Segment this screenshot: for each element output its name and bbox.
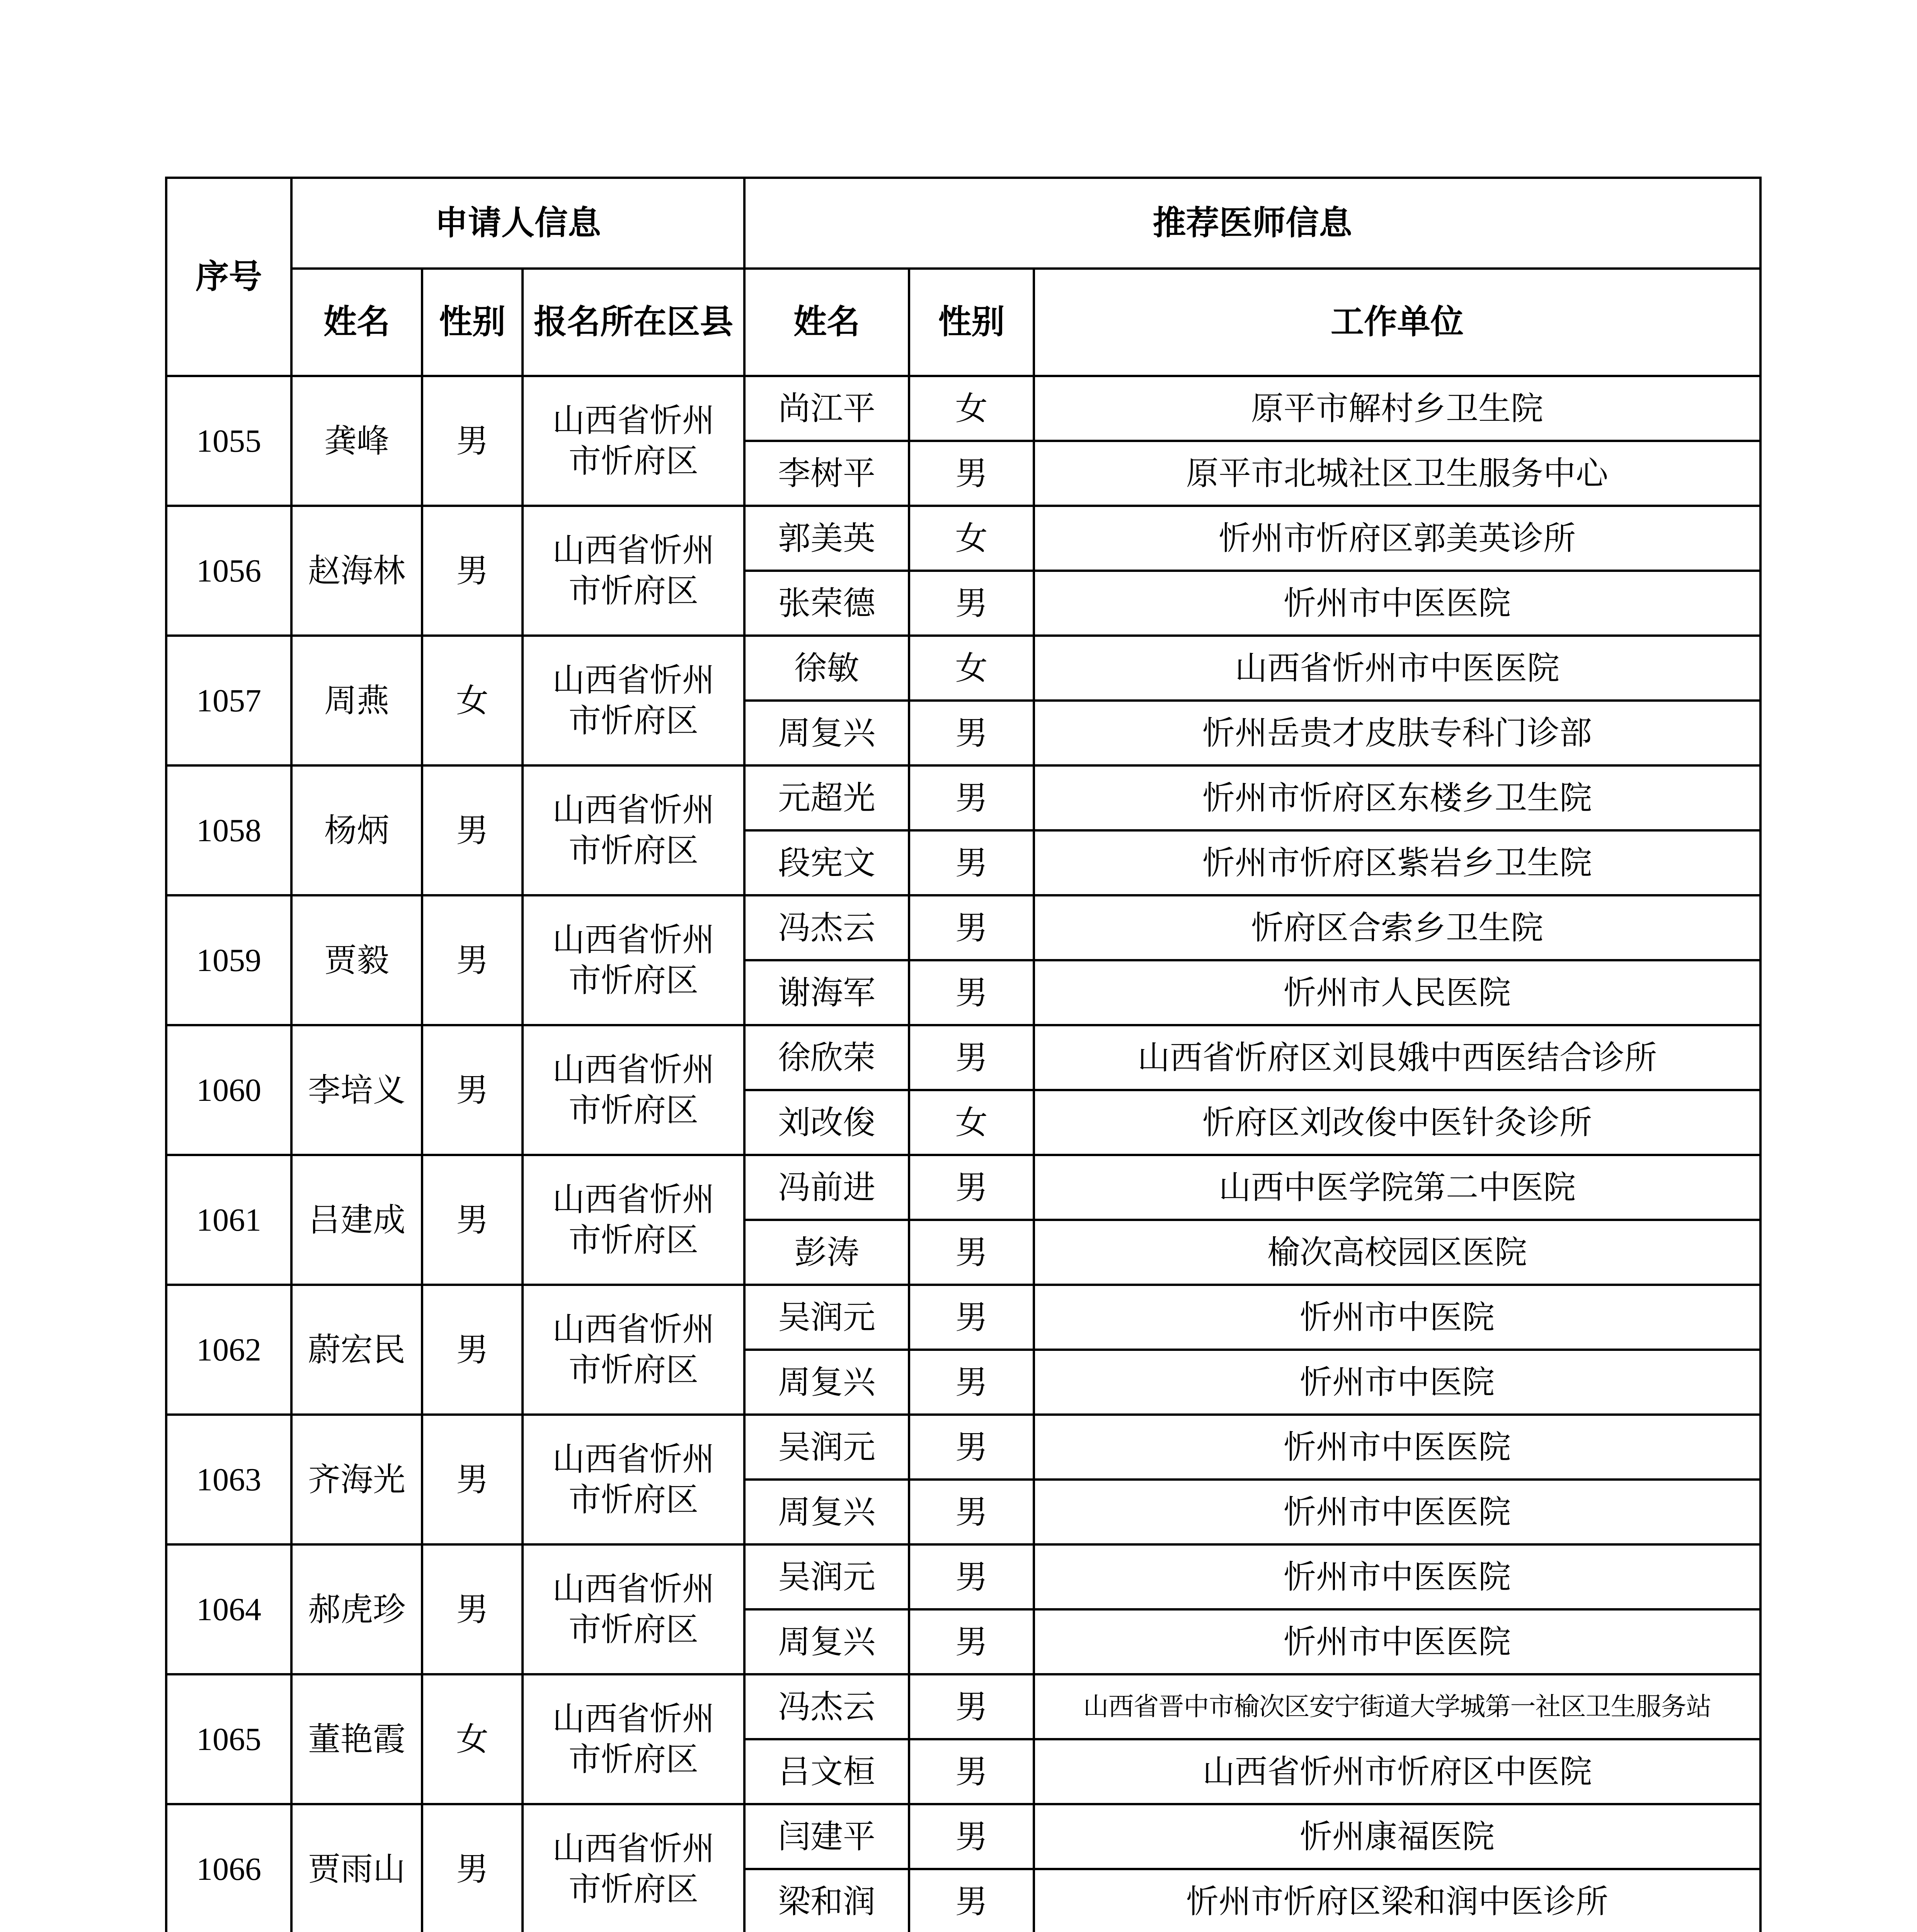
applicant-name-cell: 贾雨山 [291, 1804, 422, 1932]
doctor-unit-cell: 忻州市中医医院 [1034, 1415, 1760, 1480]
doctor-name-cell: 周复兴 [744, 1350, 909, 1415]
doctor-gender-cell: 男 [909, 960, 1034, 1025]
applicant-name-cell: 吕建成 [291, 1155, 422, 1285]
applicant-region-cell: 山西省忻州 市忻府区 [523, 1155, 744, 1285]
seq-cell: 1057 [166, 636, 291, 765]
doctor-info-header: 推荐医师信息 [744, 178, 1760, 269]
doctor-name-cell: 冯前进 [744, 1155, 909, 1220]
doctor-name-cell: 张荣德 [744, 571, 909, 636]
doctor-gender-cell: 男 [909, 571, 1034, 636]
applicant-name-cell: 贾毅 [291, 895, 422, 1025]
doctor-gender-cell: 男 [909, 1350, 1034, 1415]
table-row [166, 1285, 1760, 1350]
applicant-name-cell: 郝虎珍 [291, 1544, 422, 1674]
doctor-name-cell: 吴润元 [744, 1415, 909, 1480]
doctor-name-cell: 尚江平 [744, 376, 909, 441]
applicant-region-cell: 山西省忻州 市忻府区 [523, 765, 744, 895]
doctor-unit-cell: 山西省忻州市中医医院 [1034, 636, 1760, 701]
doctor-unit-cell: 忻州市中医院 [1034, 1350, 1760, 1415]
applicant-region-cell: 山西省忻州 市忻府区 [523, 506, 744, 636]
doctor-gender-cell: 男 [909, 701, 1034, 765]
table-body [166, 376, 1760, 1932]
applicant-region-cell: 山西省忻州 市忻府区 [523, 376, 744, 506]
doctor-unit-cell: 忻州市中医医院 [1034, 571, 1760, 636]
doctor-name-cell: 李树平 [744, 441, 909, 506]
applicant-gender-cell: 男 [422, 1155, 523, 1285]
applicant-region-cell: 山西省忻州 市忻府区 [523, 1544, 744, 1674]
applicant-region-cell: 山西省忻州 市忻府区 [523, 636, 744, 765]
applicant-name-cell: 赵海林 [291, 506, 422, 636]
doctor-unit-cell: 原平市解村乡卫生院 [1034, 376, 1760, 441]
doctor-gender-cell: 男 [909, 1544, 1034, 1609]
applicant-name-cell: 龚峰 [291, 376, 422, 506]
applicant-gender-cell: 女 [422, 636, 523, 765]
applicant-gender-cell: 男 [422, 506, 523, 636]
doctor-gender-cell: 男 [909, 441, 1034, 506]
doctor-name-cell: 徐敏 [744, 636, 909, 701]
doctor-unit-header: 工作单位 [1034, 269, 1760, 376]
doctor-gender-cell: 男 [909, 1869, 1034, 1932]
doctor-gender-cell: 男 [909, 1739, 1034, 1804]
applicant-name-cell: 齐海光 [291, 1415, 422, 1544]
seq-cell: 1056 [166, 506, 291, 636]
doctor-unit-cell: 山西省忻州市忻府区中医院 [1034, 1739, 1760, 1804]
seq-header: 序号 [166, 178, 291, 376]
doctor-gender-cell: 男 [909, 1480, 1034, 1544]
seq-cell: 1066 [166, 1804, 291, 1932]
table-row [166, 1804, 1760, 1869]
doctor-gender-cell: 女 [909, 636, 1034, 701]
doctor-unit-cell: 忻府区合索乡卫生院 [1034, 895, 1760, 960]
doctor-gender-cell: 男 [909, 1415, 1034, 1480]
doctor-gender-header: 性别 [909, 269, 1034, 376]
doctor-name-cell: 冯杰云 [744, 895, 909, 960]
doctor-gender-cell: 女 [909, 506, 1034, 571]
doctor-name-cell: 吕文桓 [744, 1739, 909, 1804]
doctor-unit-cell: 忻州康福医院 [1034, 1804, 1760, 1869]
doctor-gender-cell: 男 [909, 1220, 1034, 1285]
doctor-name-cell: 吴润元 [744, 1544, 909, 1609]
table-row [166, 1155, 1760, 1220]
table-row [166, 895, 1760, 960]
doctor-unit-cell: 原平市北城社区卫生服务中心 [1034, 441, 1760, 506]
applicant-region-cell: 山西省忻州 市忻府区 [523, 1285, 744, 1415]
doctor-name-cell: 梁和润 [744, 1869, 909, 1932]
doctor-unit-cell: 忻州岳贵才皮肤专科门诊部 [1034, 701, 1760, 765]
doctor-name-cell: 闫建平 [744, 1804, 909, 1869]
applicant-gender-cell: 男 [422, 765, 523, 895]
seq-cell: 1060 [166, 1025, 291, 1155]
applicant-region-header: 报名所在区县 [523, 269, 744, 376]
seq-cell: 1063 [166, 1415, 291, 1544]
doctor-gender-cell: 男 [909, 895, 1034, 960]
applicant-gender-cell: 男 [422, 1804, 523, 1932]
applicant-gender-cell: 男 [422, 895, 523, 1025]
doctor-unit-cell: 忻州市忻府区梁和润中医诊所 [1034, 1869, 1760, 1932]
applicant-gender-cell: 男 [422, 1544, 523, 1674]
applicant-name-cell: 蔚宏民 [291, 1285, 422, 1415]
applicant-region-cell: 山西省忻州 市忻府区 [523, 1415, 744, 1544]
doctor-unit-cell: 山西省忻府区刘艮娥中西医结合诊所 [1034, 1025, 1760, 1090]
applicant-name-header: 姓名 [291, 269, 422, 376]
applicant-gender-cell: 男 [422, 376, 523, 506]
applicant-region-cell: 山西省忻州 市忻府区 [523, 1674, 744, 1804]
applicant-region-cell: 山西省忻州 市忻府区 [523, 1804, 744, 1932]
applicant-region-cell: 山西省忻州 市忻府区 [523, 895, 744, 1025]
doctor-name-cell: 周复兴 [744, 1480, 909, 1544]
applicant-name-cell: 杨炳 [291, 765, 422, 895]
applicant-info-header: 申请人信息 [291, 178, 744, 269]
doctor-name-cell: 周复兴 [744, 1609, 909, 1674]
doctor-gender-cell: 男 [909, 1285, 1034, 1350]
doctor-gender-cell: 男 [909, 1025, 1034, 1090]
doctor-gender-cell: 男 [909, 1804, 1034, 1869]
table-row [166, 1544, 1760, 1609]
doctor-name-cell: 吴润元 [744, 1285, 909, 1350]
doctor-gender-cell: 男 [909, 1155, 1034, 1220]
seq-cell: 1061 [166, 1155, 291, 1285]
doctor-gender-cell: 男 [909, 830, 1034, 895]
doctor-gender-cell: 男 [909, 765, 1034, 830]
doctor-unit-cell: 忻州市中医医院 [1034, 1544, 1760, 1609]
seq-cell: 1065 [166, 1674, 291, 1804]
seq-cell: 1058 [166, 765, 291, 895]
seq-cell: 1059 [166, 895, 291, 1025]
applicant-gender-cell: 女 [422, 1674, 523, 1804]
table-row [166, 1025, 1760, 1090]
doctor-unit-cell: 忻州市人民医院 [1034, 960, 1760, 1025]
applicant-region-cell: 山西省忻州 市忻府区 [523, 1025, 744, 1155]
doctor-name-cell: 郭美英 [744, 506, 909, 571]
recommendation-table [165, 177, 1762, 1932]
doctor-name-cell: 彭涛 [744, 1220, 909, 1285]
table-row [166, 506, 1760, 571]
doctor-name-cell: 徐欣荣 [744, 1025, 909, 1090]
doctor-unit-cell: 榆次高校园区医院 [1034, 1220, 1760, 1285]
doctor-gender-cell: 女 [909, 376, 1034, 441]
doctor-gender-cell: 男 [909, 1609, 1034, 1674]
doctor-name-cell: 段宪文 [744, 830, 909, 895]
doctor-gender-cell: 男 [909, 1674, 1034, 1739]
seq-cell: 1064 [166, 1544, 291, 1674]
applicant-gender-header: 性别 [422, 269, 523, 376]
header-row-columns [166, 269, 1760, 376]
doctor-unit-cell: 山西省晋中市榆次区安宁街道大学城第一社区卫生服务站 [1034, 1674, 1760, 1739]
doctor-name-cell: 冯杰云 [744, 1674, 909, 1739]
doctor-name-cell: 谢海军 [744, 960, 909, 1025]
doctor-unit-cell: 忻府区刘改俊中医针灸诊所 [1034, 1090, 1760, 1155]
doctor-name-cell: 周复兴 [744, 701, 909, 765]
applicant-name-cell: 李培义 [291, 1025, 422, 1155]
doctor-unit-cell: 忻州市忻府区郭美英诊所 [1034, 506, 1760, 571]
doctor-gender-cell: 女 [909, 1090, 1034, 1155]
doctor-name-header: 姓名 [744, 269, 909, 376]
doctor-name-cell: 刘改俊 [744, 1090, 909, 1155]
doctor-unit-cell: 忻州市中医医院 [1034, 1609, 1760, 1674]
doctor-unit-cell: 山西中医学院第二中医院 [1034, 1155, 1760, 1220]
doctor-unit-cell: 忻州市中医医院 [1034, 1480, 1760, 1544]
table-row [166, 1674, 1760, 1739]
seq-cell: 1062 [166, 1285, 291, 1415]
applicant-gender-cell: 男 [422, 1025, 523, 1155]
doctor-unit-cell: 忻州市忻府区紫岩乡卫生院 [1034, 830, 1760, 895]
applicant-name-cell: 周燕 [291, 636, 422, 765]
seq-cell: 1055 [166, 376, 291, 506]
doctor-unit-cell: 忻州市中医院 [1034, 1285, 1760, 1350]
applicant-name-cell: 董艳霞 [291, 1674, 422, 1804]
doctor-name-cell: 元超光 [744, 765, 909, 830]
table-row [166, 765, 1760, 830]
applicant-gender-cell: 男 [422, 1415, 523, 1544]
table-row [166, 1415, 1760, 1480]
table-row [166, 636, 1760, 701]
table-row [166, 376, 1760, 441]
header-row-group [166, 178, 1760, 269]
doctor-unit-cell: 忻州市忻府区东楼乡卫生院 [1034, 765, 1760, 830]
applicant-gender-cell: 男 [422, 1285, 523, 1415]
